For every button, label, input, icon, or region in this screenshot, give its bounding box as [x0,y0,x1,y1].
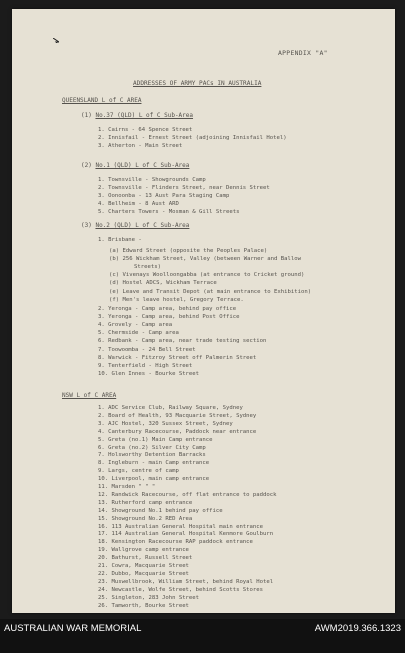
list-item: 8. Warwick - Fitzroy Street off Palmerin Street [98,354,257,361]
list-item: 11. Marsden " " " [98,484,156,490]
sub-area-label: No.1 (QLD) L of C Sub-Area [95,162,190,169]
appendix-label: APPENDIX "A" [278,49,328,57]
list-item: 17. 114 Australian General Hospital Kenmore Goulburn [98,531,274,538]
list-item: 7. Holsworthy Detention Barracks [98,452,206,459]
list-item: 15. Showground No.2 RED Area [98,515,193,522]
list-item: 2. Townsville - Flinders Street, near Dennis Street [98,184,270,191]
list-item: (a) Edward Street (opposite the Peoples Palace) [109,248,268,254]
list-item: (e) Leave and Transit Depot (at main entrance to Exhibition) [109,288,312,295]
footer-accession-number: AWM2019.366.1323 [314,623,401,634]
list-item: 20. Bathurst, Russell Street [98,555,193,562]
list-item: 21. Cowra, Macquarie Street [98,563,189,569]
list-item: 9. Largs, centre of camp [98,468,179,475]
footer-bar [0,619,405,653]
list-item: 3. AJC Hostel, 320 Sussex Street, Sydney [98,420,233,427]
list-item: 13. Rutherford camp entrance [98,499,193,506]
list-item: 18. Kensington Racecourse RAP paddock entrance [98,539,253,546]
list-item: 5. Greta (no.1) Main Camp entrance [98,436,213,443]
list-item: (f) Men's leave hostel, Gregory Terrace. [109,296,244,303]
sub-area-label: No.37 (QLD) L of C Sub-Area [95,112,194,119]
list-item: 12. Randwick Racecourse, off flat entrance to paddock [98,491,277,498]
list-item: 3. Atherton - Main Street [98,142,183,149]
sub-area-number: (1) [81,112,92,119]
list-item: 8. Ingleburn - main Camp entrance [98,460,210,467]
list-item: 24. Newcastle, Wolfe Street, behind Scotts Stores [98,586,264,593]
list-item: 4. Grovely - Camp area [98,322,173,329]
footer-institution: AUSTRALIAN WAR MEMORIAL [4,623,142,634]
list-item: 2. Yeronga - Camp area, behind pay office [98,306,237,312]
list-item: (b) 256 Wickham Street, Valley (between Warner and Ballow [109,256,301,263]
list-item: 1. Townsville - Showgrounds Camp [98,177,206,183]
list-item: 5. Charters Towers - Mosman & Gill Streets [98,208,240,215]
sub-area-heading-1 [81,113,193,119]
brisbane-label: 1. Brisbane - [98,237,142,243]
list-item: (c) Vivenays Woolloongabba (at entrance to Cricket ground) [109,272,305,279]
list-item: 19. Wallgrove camp entrance [98,547,189,554]
list-item: 2. Innisfail - Ernest Street (adjoining Innisfail Hotel) [98,134,287,141]
document-title: ADDRESSES OF ARMY PACs IN AUSTRALIA [133,80,262,87]
list-item: 22. Dubbo, Macquarie Street [98,570,189,577]
qld-heading: QUEENSLAND L of C AREA [62,97,142,104]
list-item: 1. Cairns - 64 Spence Street [98,127,193,133]
list-item: 10. Liverpool, main camp entrance [98,476,210,483]
list-item: 5. Chermside - Camp area [98,330,179,337]
sub-area-label: No.2 (QLD) L of C Sub-Area [95,222,190,229]
list-item: 3. Oonoonba - 13 Aust Para Staging Camp [98,192,230,199]
pen-mark-icon [53,38,59,43]
list-item: 7. Toowoomba - 24 Bell Street [98,346,196,353]
list-item: 3. Yeronga - Camp area, behind Post Office [98,314,240,321]
list-item: 14. Showground No.1 behind pay office [98,507,223,514]
list-item: 6. Greta (no.2) Silver City Camp [98,444,206,451]
list-item: 4. Canterbury Racecourse, Paddock near entrance [98,428,257,435]
list-item: 25. Singleton, 283 John Street [98,594,200,601]
sub-area-heading-3 [81,223,189,229]
sub-area-number: (2) [81,162,92,169]
list-item: (d) Hostel ADCS, Wickham Terrace [109,280,217,287]
list-item: 6. Redbank - Camp area, near trade testing section [98,338,267,345]
list-item: 26. Tamworth, Bourke Street [98,602,189,609]
list-item: 16. 113 Australian General Hospital main entrance [98,523,264,530]
list-item: 1. ADC Service Club, Railway Square, Sydney [98,405,243,411]
list-item: 23. Muswellbrook, William Street, behind Royal Hotel [98,578,274,585]
list-item: 9. Tenterfield - High Street [98,362,193,369]
list-item: Streets) [134,264,161,271]
nsw-heading: NSW L of C AREA [62,392,117,399]
list-item: 4. Bellheim - 8 Aust ARD [98,200,179,207]
sub-area-number: (3) [81,222,92,229]
sub-area-heading-2 [81,163,189,169]
list-item: 10. Glen Innes - Bourke Street [98,370,200,377]
list-item: 2. Board of Health, 93 Macquarie Street, Sydney [98,412,257,419]
document-page [12,9,395,613]
